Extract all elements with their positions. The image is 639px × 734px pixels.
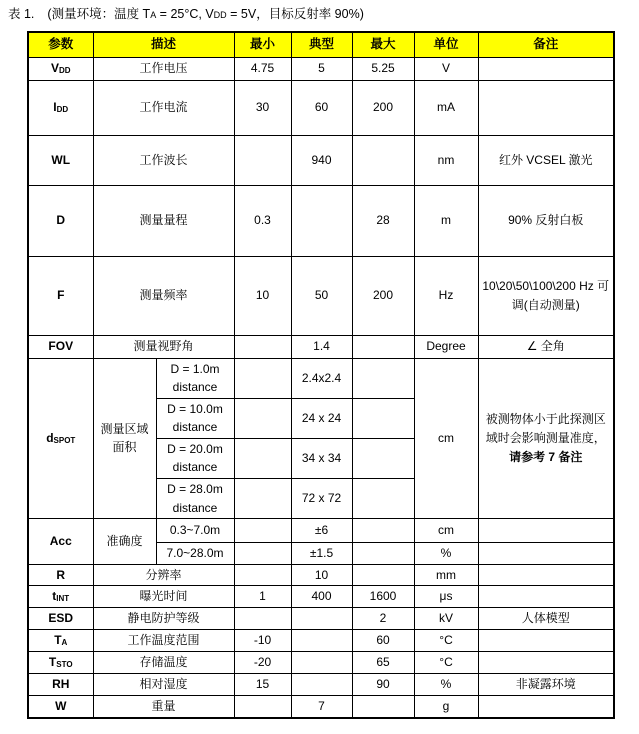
header-param: 参数 [28, 32, 93, 57]
idd-desc-cell: 工作电流 [93, 80, 234, 135]
acc-typ-1-cell: ±6 [291, 519, 352, 543]
header-unit: 单位 [414, 32, 478, 57]
subscript-ta: A [150, 10, 157, 20]
row-d [28, 185, 614, 256]
f-min-cell: 10 [234, 256, 291, 335]
dspot-max-3-cell [352, 438, 414, 478]
dspot-min-3-cell [234, 438, 291, 478]
table-caption [8, 4, 364, 22]
esd-unit-cell: kV [414, 608, 478, 630]
f-typ-cell: 50 [291, 256, 352, 335]
d-unit-cell: m [414, 185, 478, 256]
dspot-note-cell: 被测物体小于此探测区域时会影响测量准度，请参考 7 备注 [478, 358, 614, 519]
tint-max-cell: 1600 [352, 586, 414, 608]
acc-range-2-cell: 7.0~28.0m [156, 543, 234, 565]
fov-desc-cell: 测量视野角 [93, 335, 234, 358]
dspot-cond-2-cell: D = 10.0m distance [156, 398, 234, 438]
tsto-unit-cell: °C [414, 651, 478, 673]
acc-unit-2-cell: % [414, 543, 478, 565]
acc-max-1-cell [352, 519, 414, 543]
f-desc-cell: 测量频率 [93, 256, 234, 335]
tsto-param-cell: TSTO [28, 651, 93, 673]
fov-note-cell: ∠ 全角 [478, 335, 614, 358]
dspot-min-4-cell [234, 479, 291, 519]
tsto-note-cell [478, 651, 614, 673]
f-max-cell: 200 [352, 256, 414, 335]
vdd-typ-cell: 5 [291, 57, 352, 80]
w-note-cell [478, 695, 614, 718]
fov-param-cell: FOV [28, 335, 93, 358]
tsto-max-cell: 65 [352, 651, 414, 673]
dspot-cond-1-cell: D = 1.0m distance [156, 358, 234, 398]
vdd-param-cell: VDD [28, 57, 93, 80]
rh-typ-cell [291, 673, 352, 695]
tsto-desc-cell: 存储温度 [93, 651, 234, 673]
vdd-note-cell [478, 57, 614, 80]
dspot-typ-4-cell: 72 x 72 [291, 479, 352, 519]
tsto-typ-cell [291, 651, 352, 673]
ta-param-cell: TA [28, 629, 93, 651]
wl-min-cell [234, 135, 291, 185]
wl-param-cell: WL [28, 135, 93, 185]
ta-note-cell [478, 629, 614, 651]
f-note-cell: 10\20\50\100\200 Hz 可调(自动测量) [478, 256, 614, 335]
acc-desc-cell: 准确度 [93, 519, 156, 565]
row-rh [28, 673, 614, 695]
f-unit-cell: Hz [414, 256, 478, 335]
spec-table [27, 31, 615, 719]
w-min-cell [234, 695, 291, 718]
header-desc: 描述 [93, 32, 234, 57]
dspot-typ-2-cell: 24 x 24 [291, 398, 352, 438]
row-tint [28, 586, 614, 608]
acc-min-1-cell [234, 519, 291, 543]
caption-label: 表 1. [8, 7, 35, 21]
row-wl [28, 135, 614, 185]
fov-min-cell [234, 335, 291, 358]
d-param-cell: D [28, 185, 93, 256]
rh-note-cell: 非凝露环境 [478, 673, 614, 695]
vdd-min-cell: 4.75 [234, 57, 291, 80]
f-param-cell: F [28, 256, 93, 335]
dspot-min-1-cell [234, 358, 291, 398]
w-desc-cell: 重量 [93, 695, 234, 718]
row-r [28, 564, 614, 586]
esd-desc-cell: 静电防护等级 [93, 608, 234, 630]
rh-max-cell: 90 [352, 673, 414, 695]
w-param-cell: W [28, 695, 93, 718]
idd-typ-cell: 60 [291, 80, 352, 135]
esd-min-cell [234, 608, 291, 630]
dspot-unit-cell: cm [414, 358, 478, 519]
header-note: 备注 [478, 32, 614, 57]
r-max-cell [352, 564, 414, 586]
fov-typ-cell: 1.4 [291, 335, 352, 358]
row-f [28, 256, 614, 335]
dspot-min-2-cell [234, 398, 291, 438]
wl-desc-cell: 工作波长 [93, 135, 234, 185]
d-max-cell: 28 [352, 185, 414, 256]
d-typ-cell [291, 185, 352, 256]
idd-max-cell: 200 [352, 80, 414, 135]
tint-min-cell: 1 [234, 586, 291, 608]
esd-note-cell: 人体模型 [478, 608, 614, 630]
vdd-max-cell: 5.25 [352, 57, 414, 80]
wl-typ-cell: 940 [291, 135, 352, 185]
w-typ-cell: 7 [291, 695, 352, 718]
dspot-max-4-cell [352, 479, 414, 519]
esd-param-cell: ESD [28, 608, 93, 630]
row-ta [28, 629, 614, 651]
dspot-cond-4-cell: D = 28.0m distance [156, 479, 234, 519]
row-acc-1 [28, 519, 614, 543]
ta-unit-cell: °C [414, 629, 478, 651]
acc-max-2-cell [352, 543, 414, 565]
acc-typ-2-cell: ±1.5 [291, 543, 352, 565]
vdd-unit-cell: V [414, 57, 478, 80]
fov-max-cell [352, 335, 414, 358]
idd-note-cell [478, 80, 614, 135]
wl-unit-cell: nm [414, 135, 478, 185]
ta-typ-cell [291, 629, 352, 651]
d-note-cell: 90% 反射白板 [478, 185, 614, 256]
acc-range-1-cell: 0.3~7.0m [156, 519, 234, 543]
r-param-cell: R [28, 564, 93, 586]
wl-max-cell [352, 135, 414, 185]
idd-unit-cell: mA [414, 80, 478, 135]
acc-unit-1-cell: cm [414, 519, 478, 543]
ta-desc-cell: 工作温度范围 [93, 629, 234, 651]
tint-param-cell: tINT [28, 586, 93, 608]
r-unit-cell: mm [414, 564, 478, 586]
header-max: 最大 [352, 32, 414, 57]
esd-max-cell: 2 [352, 608, 414, 630]
ta-max-cell: 60 [352, 629, 414, 651]
dspot-max-1-cell [352, 358, 414, 398]
w-max-cell [352, 695, 414, 718]
acc-note-1-cell [478, 519, 614, 543]
d-desc-cell: 测量量程 [93, 185, 234, 256]
acc-min-2-cell [234, 543, 291, 565]
dspot-max-2-cell [352, 398, 414, 438]
row-dspot-1 [28, 358, 614, 398]
rh-param-cell: RH [28, 673, 93, 695]
vdd-desc-cell: 工作电压 [93, 57, 234, 80]
fov-unit-cell: Degree [414, 335, 478, 358]
row-w [28, 695, 614, 718]
r-min-cell [234, 564, 291, 586]
tsto-min-cell: -20 [234, 651, 291, 673]
row-esd [28, 608, 614, 630]
row-vdd [28, 57, 614, 80]
caption-conditions: (测量环境：温度 TA = 25°C, VDD = 5V，目标反射率 90%) [47, 7, 364, 21]
r-typ-cell: 10 [291, 564, 352, 586]
dspot-desc-cell: 测量区域面积 [93, 358, 156, 519]
tint-note-cell [478, 586, 614, 608]
ta-min-cell: -10 [234, 629, 291, 651]
w-unit-cell: g [414, 695, 478, 718]
r-desc-cell: 分辨率 [93, 564, 234, 586]
row-tsto [28, 651, 614, 673]
rh-unit-cell: % [414, 673, 478, 695]
dspot-param-cell: dSPOT [28, 358, 93, 519]
header-min: 最小 [234, 32, 291, 57]
tint-desc-cell: 曝光时间 [93, 586, 234, 608]
rh-desc-cell: 相对湿度 [93, 673, 234, 695]
row-idd [28, 80, 614, 135]
dspot-typ-3-cell: 34 x 34 [291, 438, 352, 478]
header-row [28, 32, 614, 57]
wl-note-cell: 红外 VCSEL 激光 [478, 135, 614, 185]
idd-min-cell: 30 [234, 80, 291, 135]
rh-min-cell: 15 [234, 673, 291, 695]
idd-param-cell: IDD [28, 80, 93, 135]
dspot-typ-1-cell: 2.4x2.4 [291, 358, 352, 398]
acc-note-2-cell [478, 543, 614, 565]
subscript-vdd: DD [213, 10, 227, 20]
r-note-cell [478, 564, 614, 586]
tint-typ-cell: 400 [291, 586, 352, 608]
acc-param-cell: Acc [28, 519, 93, 565]
d-min-cell: 0.3 [234, 185, 291, 256]
esd-typ-cell [291, 608, 352, 630]
tint-unit-cell: μs [414, 586, 478, 608]
dspot-cond-3-cell: D = 20.0m distance [156, 438, 234, 478]
row-fov [28, 335, 614, 358]
header-typ: 典型 [291, 32, 352, 57]
